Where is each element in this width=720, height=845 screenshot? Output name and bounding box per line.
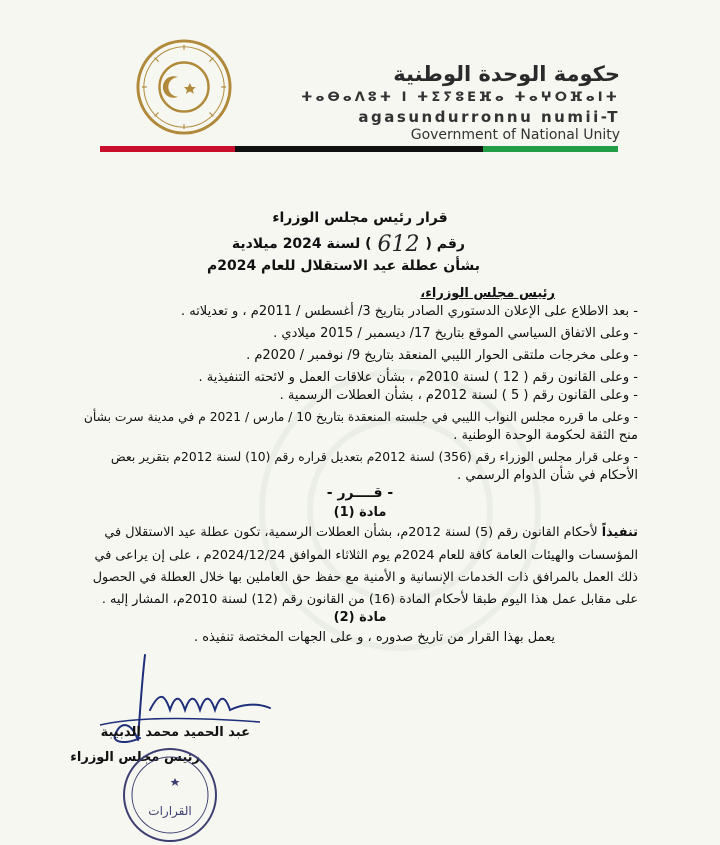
article-2-line: يعمل بهذا القرار من تاريخ صدوره ، و على الجهات المختصة تنفيذه . (193, 630, 555, 645)
signature-icon (90, 650, 280, 760)
flag-black-stripe (235, 146, 483, 152)
flag-green-stripe (483, 146, 618, 152)
article-1-line (104, 525, 638, 540)
decided-heading: - قــــرر - (326, 485, 394, 501)
preamble-line: - وعلى القانون رقم ( 12 ) لسنة 2010م ، بشأن علاقات العمل و لائحته التنفيذية . (198, 370, 638, 385)
preamble-line: - وعلى الاتفاق السياسي الموقع بتاريخ 17/ ديسمبر / 2015 ميلادي . (273, 326, 638, 341)
decision-title: قرار رئيس مجلس الوزراء (272, 210, 448, 226)
government-name-english: Government of National Unity (410, 127, 620, 143)
article-1-lead: تنفيذاً (601, 525, 638, 540)
government-name-amazigh: agasundurronnu numii-T (358, 108, 620, 126)
article-1-line: المؤسسات والهيئات العامة كافة للعام 2024م يوم الثلاثاء الموافق 2024/12/24م ، على إن يراعى في (94, 548, 638, 563)
article-1-line-text: لأحكام القانون رقم (5) لسنة 2012م، بشأن العطلات الرسمية، تكون عطلة عيد الاستقلال في (104, 525, 602, 540)
decision-number-prefix: رقم ( (425, 236, 465, 252)
decision-number-suffix: ) لسنة 2024 ميلادية (231, 236, 372, 252)
flag-red-stripe (100, 146, 235, 152)
signatory-title: رئيس مجلس الوزراء (70, 750, 200, 765)
preamble-line: الأحكام في شأن الدوام الرسمي . (457, 468, 638, 483)
article-2-title: مادة (2) (333, 610, 387, 625)
official-stamp-icon (120, 745, 220, 845)
signatory-name: عبد الحميد محمد الدبيبة (100, 725, 250, 740)
article-1-title: مادة (1) (333, 505, 387, 520)
article-1-line: ذلك العمل بالمرافق ذات الخدمات الإنسانية و الأمنية مع حفظ حق العاملين بها خلال العطلة في الحصول (92, 570, 638, 585)
preamble-line: - وعلى قرار مجلس الوزراء رقم (356) لسنة 2012م بتعديل قراره رقم (10) لسنة 2012م بتقرير بعض (110, 450, 638, 464)
stamp-label: القرارات (148, 804, 192, 818)
preamble-line: - وعلى القانون رقم ( 5 ) لسنة 2012م ، بشأن العطلات الرسمية . (279, 388, 638, 403)
article-1-line: على مقابل عمل هذا اليوم طبقا لأحكام المادة (16) من القانون رقم (12) لسنة 2010م، المشار إليه . (101, 592, 638, 607)
flag-stripe (100, 146, 618, 152)
decision-number: 612 (377, 232, 420, 257)
decision-number-line (232, 232, 465, 257)
preamble-line: - وعلى ما قرره مجلس النواب الليبي في جلسته المنعقدة بتاريخ 10 / مارس / 2021 م في مدينة سرت بشأن (83, 410, 638, 424)
government-name-arabic: حكومة الوحدة الوطنية (393, 62, 620, 86)
decision-subject: بشأن عطلة عيد الاستقلال للعام 2024م (206, 258, 480, 274)
government-seal-icon (135, 38, 233, 136)
government-name-tifinagh: ⵜⴰⴱⴰⴷⵓⵜ ⵏ ⵜⵉⵢⵓⴹⴼⴰ ⵜⴰⵖⵔⴼⴰⵏⵜ (301, 90, 620, 105)
preamble-line: - وعلى مخرجات ملتقى الحوار الليبي المنعقد بتاريخ 9/ نوفمبر / 2020م . (246, 348, 638, 363)
issuer-heading: رئيس مجلس الوزراء، (420, 286, 555, 301)
preamble-line: - بعد الاطلاع على الإعلان الدستوري الصادر بتاريخ 3/ أغسطس / 2011م ، و تعديلاته . (180, 304, 638, 319)
preamble-line: منح الثقة لحكومة الوحدة الوطنية . (453, 428, 638, 443)
